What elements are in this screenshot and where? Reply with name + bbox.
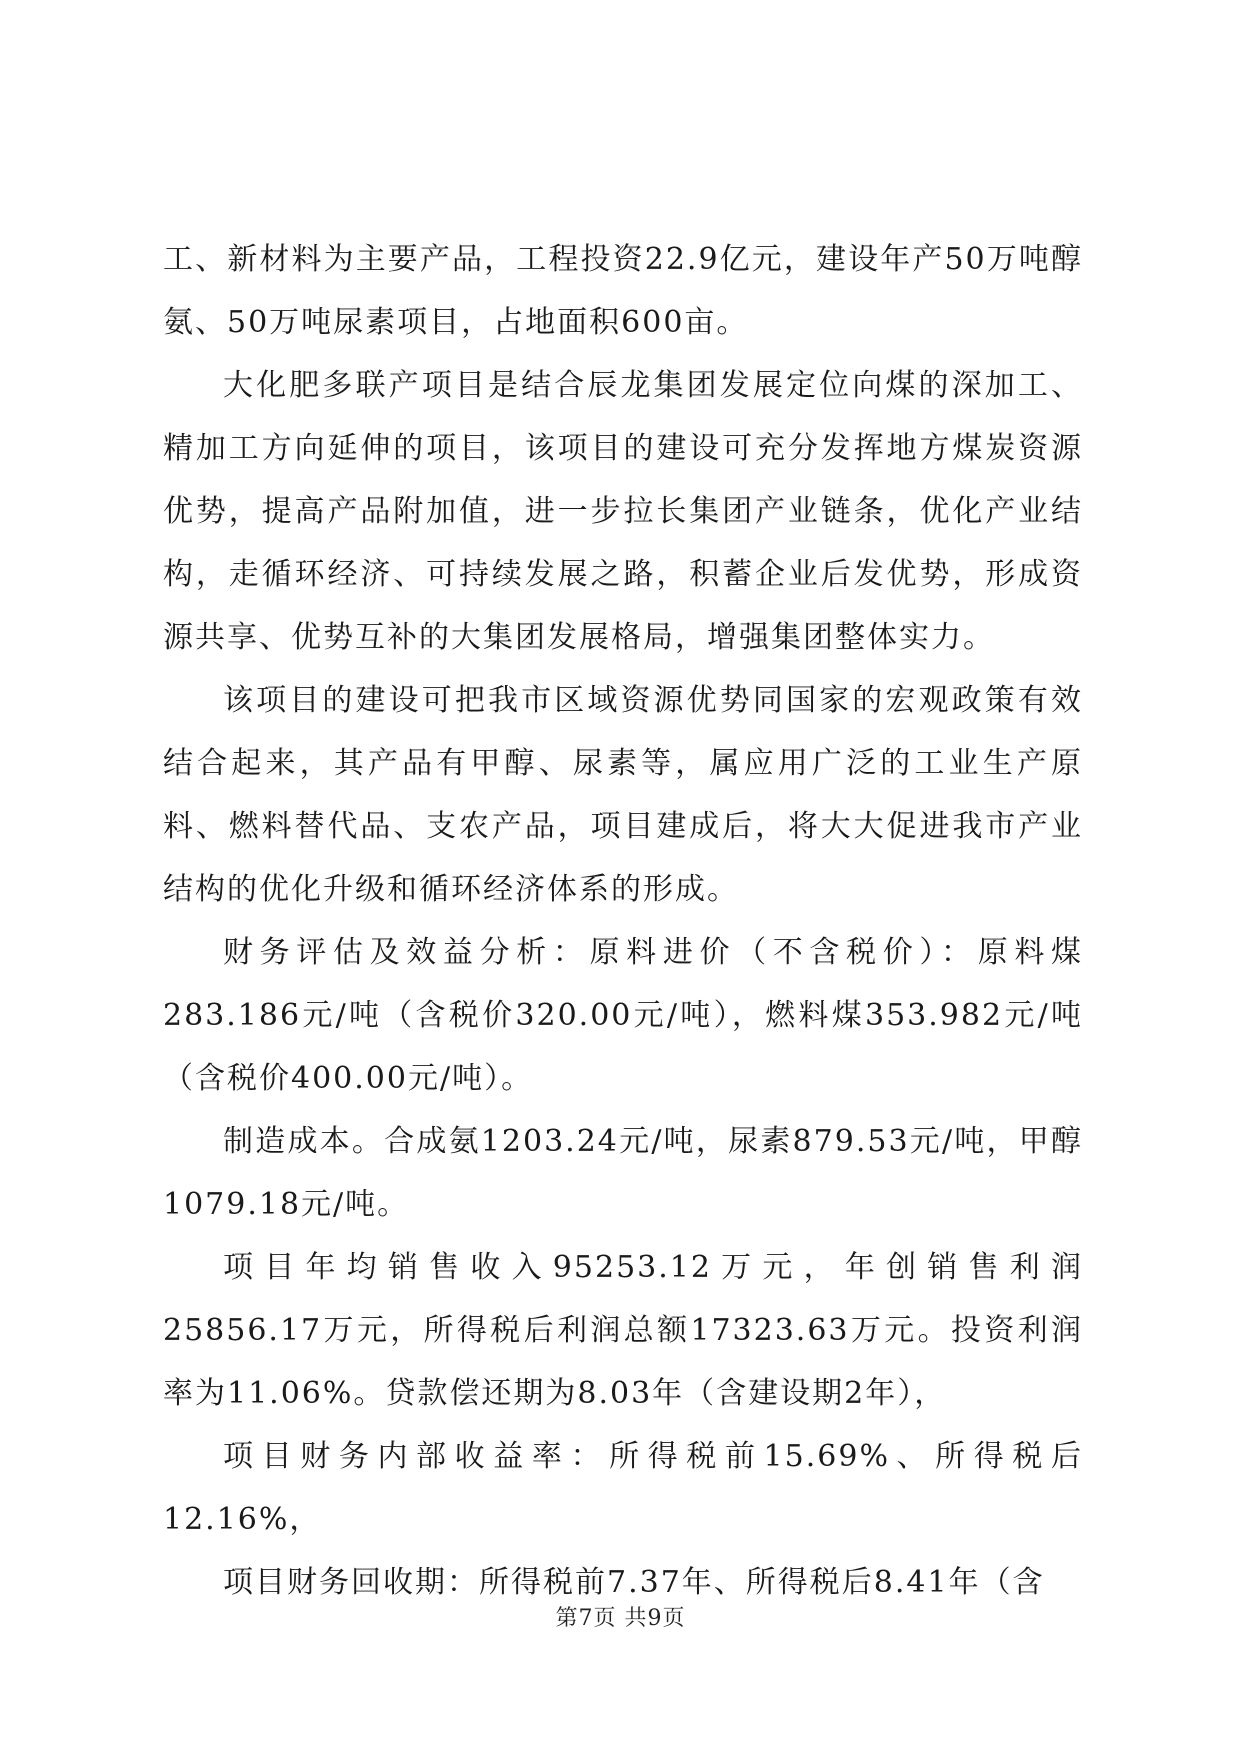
body-text — [163, 228, 1083, 1614]
paragraph-7: 项目财务内部收益率：所得税前15.69%、所得税后12.16%， — [163, 1439, 1083, 1537]
paragraph-1: 工、新材料为主要产品，工程投资22.9亿元，建设年产50万吨醇氨、50万吨尿素项目，占地面积600亩。 — [163, 242, 1083, 340]
paragraph-5: 制造成本。合成氨1203.24元/吨，尿素879.53元/吨，甲醇1079.18元/吨。 — [163, 1124, 1083, 1222]
paragraph-2: 大化肥多联产项目是结合辰龙集团发展定位向煤的深加工、精加工方向延伸的项目，该项目的建设可充分发挥地方煤炭资源优势，提高产品附加值，进一步拉长集团产业链条，优化产业结构，走循环经济、可持续发展之路，积蓄企业后发优势，形成资源共享、优势互补的大集团发展格局，增强集团整体实力。 — [163, 368, 1083, 655]
paragraph-6: 项目年均销售收入95253.12万元，年创销售利润25856.17万元，所得税后利润总额17323.63万元。投资利润率为11.06%。贷款偿还期为8.03年（含建设期2年）， — [163, 1250, 1083, 1411]
paragraph-3: 该项目的建设可把我市区域资源优势同国家的宏观政策有效结合起来，其产品有甲醇、尿素等，属应用广泛的工业生产原料、燃料替代品、支农产品，项目建成后，将大大促进我市产业结构的优化升级和循环经济体系的形成。 — [163, 683, 1083, 907]
page-number: 第7页 共9页 — [555, 1606, 686, 1631]
paragraph-4: 财务评估及效益分析：原料进价（不含税价）：原料煤283.186元/吨（含税价320.00元/吨），燃料煤353.982元/吨（含税价400.00元/吨）。 — [163, 935, 1083, 1096]
paragraph-8: 项目财务回收期：所得税前7.37年、所得税后8.41年（含 — [223, 1565, 1045, 1600]
